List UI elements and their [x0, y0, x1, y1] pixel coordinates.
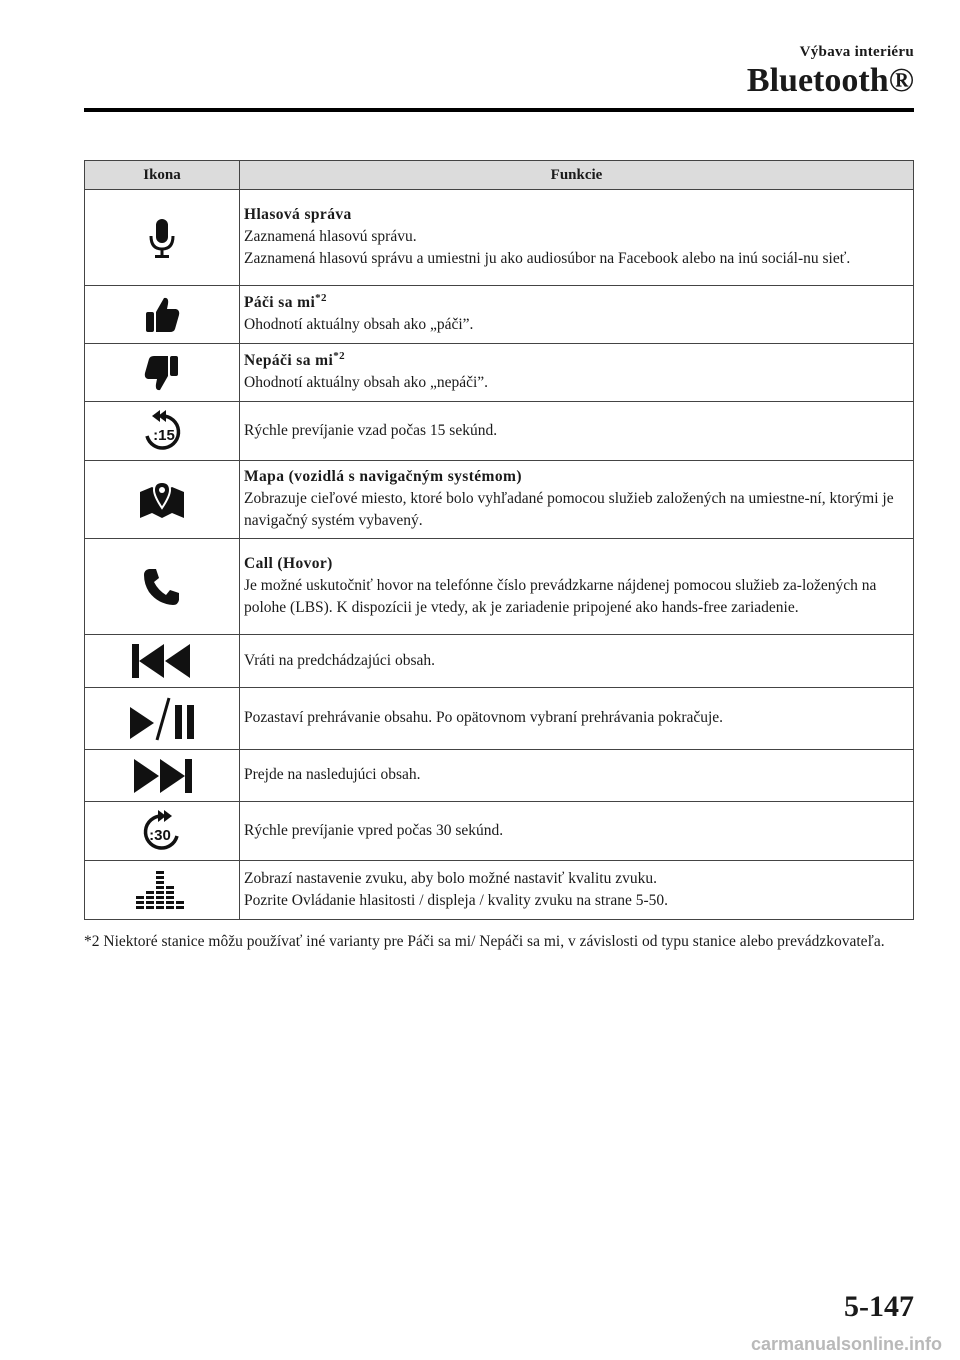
function-name: Páči sa $mi^{*2}$ — [244, 291, 327, 311]
function-name: Nepáči sa $mi^{*2}$ — [244, 349, 345, 369]
table-row — [85, 802, 914, 861]
table-row — [85, 861, 914, 920]
function-description: Ohodnotí aktuálny obsah ako „nepáči”. — [244, 374, 489, 391]
skip-next-icon — [130, 756, 194, 796]
table-row — [85, 190, 914, 286]
forward-30-icon — [139, 808, 185, 854]
function-description: Pozrite Ovládanie hlasitosti / displeja / kvality zvuku na strane 5-50. — [244, 891, 669, 909]
table-row — [85, 402, 914, 461]
function-description: Zobrazí nastavenie zvuku, aby bolo možné nastaviť kvalitu zvuku. — [244, 869, 657, 887]
table-row — [85, 286, 914, 344]
svg-text::30: :30 — [149, 827, 171, 844]
function-description: Rýchle prevíjanie vzad počas 15 sekúnd. — [244, 421, 498, 439]
section-label: Výbava interiéru — [799, 44, 914, 60]
function-name: Hlasová správa — [244, 206, 352, 223]
table-row — [85, 750, 914, 802]
svg-text::15: :15 — [153, 427, 175, 444]
column-header-function: Funkcie — [240, 161, 914, 190]
table-row — [85, 461, 914, 539]
phone-icon — [140, 565, 184, 609]
chapter-title: Bluetooth® — [746, 62, 914, 99]
watermark-text: carmanualsonline.info — [750, 1334, 942, 1354]
function-description: Je možné uskutočniť hovor na telefónne číslo prevádzkarne nájdenej pomocou služieb za-ložených na polohe (LBS). K dispozícii je vtedy, ak je zariadenie pripojené ako hands-free zariadenie. — [244, 577, 877, 616]
function-description: Rýchle prevíjanie vpred počas 30 sekúnd. — [244, 821, 504, 839]
map-pin-icon — [137, 478, 187, 522]
function-description: Ohodnotí aktuálny obsah ako „páči”. — [244, 316, 474, 333]
table-row — [85, 635, 914, 688]
function-description: Zaznamená hlasovú správu a umiestni ju ako audiosúbor na Facebook alebo na inú sociál-nu sieť. — [244, 250, 851, 267]
thumbs-down-icon — [140, 351, 184, 395]
function-name: Call (Hovor) — [244, 555, 333, 572]
table-row — [85, 688, 914, 750]
microphone-icon — [140, 216, 184, 260]
equalizer-icon — [134, 868, 190, 912]
header-rule — [84, 108, 914, 112]
table-header-row — [85, 161, 914, 190]
function-description: Zaznamená hlasovú správu. — [244, 228, 417, 245]
footnote: *2 Niektoré stanice môžu používať iné varianty pre Páči sa mi/ Nepáči sa mi, v závislosti od typu stanice alebo prevádzkovateľa. — [84, 933, 885, 950]
function-name: Mapa (vozidlá s navigačným systémom) — [244, 468, 522, 485]
rewind-15-icon — [139, 408, 185, 454]
function-description: Pozastaví prehrávanie obsahu. Po opätovnom vybraní prehrávania pokračuje. — [244, 709, 724, 726]
table-row — [85, 344, 914, 402]
play-pause-icon — [127, 695, 197, 743]
function-description: Prejde na nasledujúci obsah. — [244, 766, 421, 783]
column-header-icon: Ikona — [85, 161, 240, 190]
table-row — [85, 539, 914, 635]
skip-previous-icon — [130, 641, 194, 681]
function-description: Vráti na predchádzajúci obsah. — [244, 651, 436, 669]
page-number: 5-147 — [844, 1290, 914, 1323]
icon-function-table — [84, 160, 914, 920]
function-description: Zobrazuje cieľové miesto, ktoré bolo vyhľadané pomocou služieb založených na umiestne-ní, ktorými je navigačný systém vybavený. — [244, 490, 894, 529]
thumbs-up-icon — [140, 293, 184, 337]
